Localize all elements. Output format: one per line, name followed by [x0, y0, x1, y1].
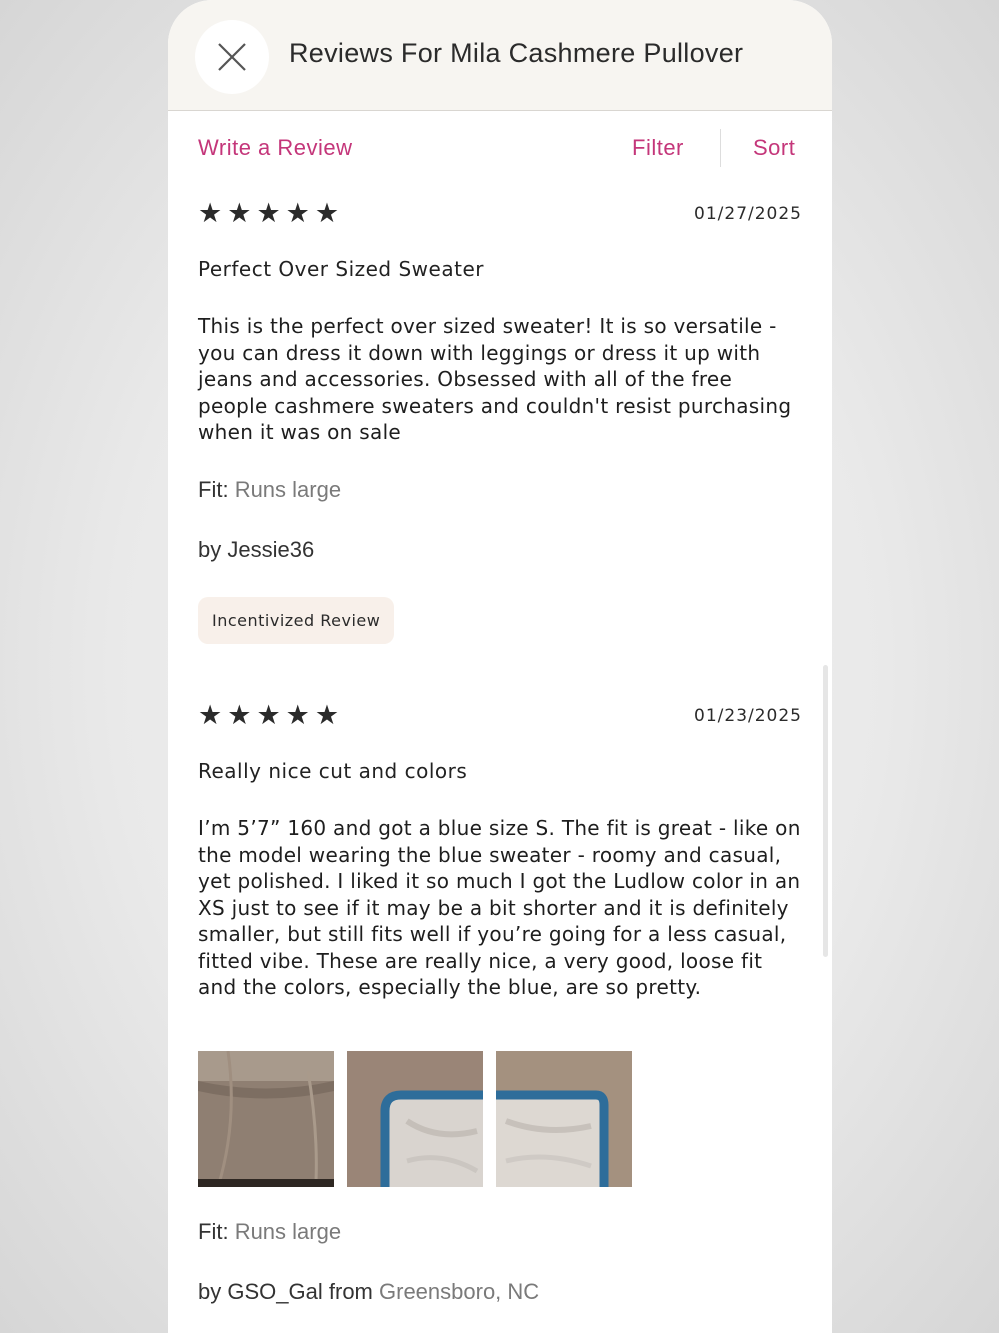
star-rating: [198, 199, 339, 229]
star-icon: ★: [256, 700, 281, 731]
incentivized-badge: Incentivized Review: [198, 597, 394, 644]
page-title: Reviews For Mila Cashmere Pullover: [289, 38, 744, 68]
review-photos: [198, 1051, 632, 1187]
review-photo-3[interactable]: [496, 1051, 632, 1187]
review-photo-2[interactable]: [347, 1051, 483, 1187]
star-icon: ★: [227, 198, 252, 229]
review-fit: [198, 1219, 341, 1245]
fit-value: Runs large: [234, 477, 342, 502]
close-button[interactable]: [195, 20, 269, 94]
author-prefix: by: [198, 537, 222, 562]
star-icon: ★: [198, 700, 223, 731]
reviews-sheet: [168, 0, 832, 1333]
star-icon: ★: [314, 198, 340, 229]
review-photo-1[interactable]: [198, 1051, 334, 1187]
star-icon: ★: [256, 198, 281, 229]
star-icon: ★: [198, 198, 223, 229]
toolbar-divider: [720, 129, 721, 167]
author-location: Greensboro, NC: [379, 1279, 540, 1304]
author-prefix: by: [198, 1279, 222, 1304]
fit-label: Fit:: [198, 477, 229, 502]
fit-value: Runs large: [234, 1219, 342, 1244]
review-item: [198, 199, 802, 649]
review-title: Perfect Over Sized Sweater: [198, 257, 484, 281]
review-body: This is the perfect over sized sweater! It is so versatile - you can dress it down with leggings or dress it up with jeans and accessories. Obsessed with all of the free people cashmere sweaters and couldn't resist purchasing when it was on sale: [198, 314, 792, 444]
close-icon: [217, 42, 247, 72]
review-title: Really nice cut and colors: [198, 759, 468, 783]
filter-button[interactable]: Filter: [632, 135, 684, 160]
review-author: [198, 1279, 539, 1305]
fit-label: Fit:: [198, 1219, 229, 1244]
star-rating: [198, 701, 339, 731]
write-review-link[interactable]: Write a Review: [198, 135, 353, 160]
review-item: [198, 701, 802, 1333]
star-icon: ★: [285, 198, 310, 229]
review-date: 01/23/2025: [694, 706, 802, 726]
review-date: 01/27/2025: [694, 204, 802, 224]
sort-button[interactable]: Sort: [753, 135, 796, 160]
review-fit: [198, 477, 341, 503]
star-icon: ★: [227, 700, 252, 731]
reviews-header: [168, 0, 832, 111]
location-prefix: from: [328, 1279, 373, 1304]
star-icon: ★: [314, 700, 340, 731]
star-icon: ★: [285, 700, 310, 731]
review-author: [198, 537, 314, 563]
scrollbar[interactable]: [823, 665, 828, 957]
author-name: GSO_Gal: [227, 1279, 323, 1304]
reviews-toolbar: [168, 111, 832, 185]
author-name: Jessie36: [227, 537, 315, 562]
review-body: I’m 5’7” 160 and got a blue size S. The fit is great - like on the model wearing the blue sweater - roomy and casual, yet polished. I liked it so much I got the Ludlow color in an XS just to see if it may be a bit shorter and it is definitely smaller, but still fits well if you’re going for a less casual, fitted vibe. These are really nice, a very good, loose fit and the colors, especially the blue, are so pretty.: [198, 816, 801, 999]
